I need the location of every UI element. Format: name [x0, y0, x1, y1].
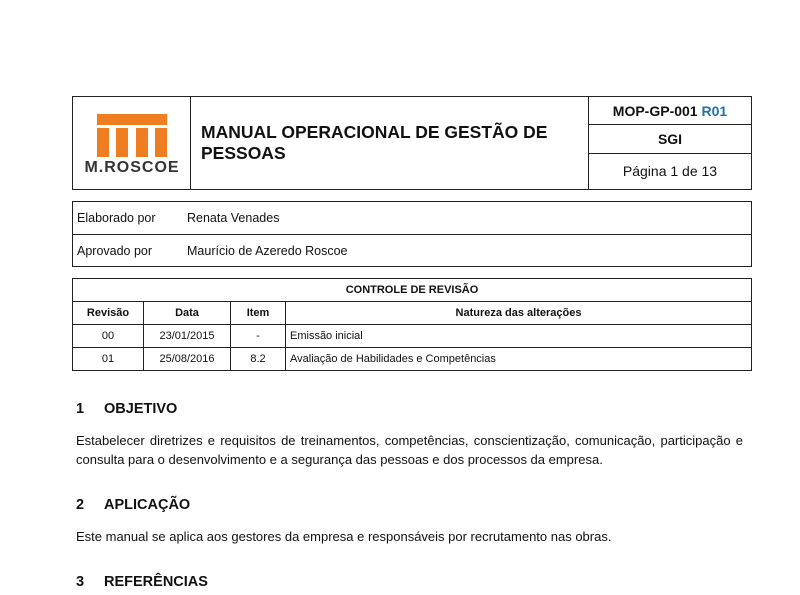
prepared-by-label: Elaborado por	[77, 211, 156, 225]
table-cell: 8.2	[231, 348, 286, 371]
table-cell: 00	[73, 325, 144, 348]
page-row	[589, 154, 751, 189]
table-cell: -	[231, 325, 286, 348]
column-header: Revisão	[73, 302, 144, 325]
table-row	[73, 325, 752, 348]
table-cell: Emissão inicial	[286, 325, 752, 348]
section-text-aplicacao: Este manual se aplica aos gestores da empresa e responsáveis por recrutamento nas obras.	[76, 529, 612, 544]
section-title: APLICAÇÃO	[104, 497, 191, 513]
approved-by-value: Maurício de Azeredo Roscoe	[187, 244, 348, 258]
table-cell: Avaliação de Habilidades e Competências	[286, 348, 752, 371]
section-title: REFERÊNCIAS	[104, 574, 208, 590]
logo-text: M.ROSCOE	[84, 159, 180, 176]
code-cell	[589, 97, 751, 189]
section-text-objetivo: Estabelecer diretrizes e requisitos de treinamentos, competências, conscientização, comunicação, participação e consulta para o desenvolvimento e a segurança das pessoas e dos processos da empresa.	[76, 433, 743, 467]
document-header	[72, 96, 752, 190]
section-number: 3	[76, 574, 85, 590]
table-title-row	[73, 279, 752, 302]
approved-by-row	[73, 234, 751, 267]
column-header: Item	[231, 302, 286, 325]
doc-code-row	[589, 97, 751, 125]
section-number: 1	[76, 401, 85, 417]
section-heading-referencias	[76, 574, 208, 590]
table-cell: 23/01/2015	[144, 325, 231, 348]
table-title: CONTROLE DE REVISÃO	[73, 279, 752, 302]
column-header: Natureza das alterações	[286, 302, 752, 325]
system-label: SGI	[657, 130, 683, 147]
m-roscoe-logo-icon	[97, 114, 167, 157]
section-heading-objetivo	[76, 401, 177, 417]
title-cell	[191, 97, 589, 189]
section-title: OBJETIVO	[104, 401, 178, 417]
doc-code: MOP-GP-001	[612, 102, 698, 119]
column-header: Data	[144, 302, 231, 325]
page-number: Página 1 de 13	[622, 163, 718, 180]
section-number: 2	[76, 497, 85, 513]
system-row	[589, 125, 751, 153]
approvals-box	[72, 201, 752, 267]
table-row	[73, 348, 752, 371]
table-header-row	[73, 302, 752, 325]
doc-revision: R01	[701, 102, 728, 119]
section-heading-aplicacao	[76, 497, 190, 513]
prepared-by-value: Renata Venades	[187, 211, 280, 225]
table-cell: 01	[73, 348, 144, 371]
approved-by-label: Aprovado por	[77, 244, 153, 258]
revision-control-table	[72, 278, 752, 371]
document-title: MANUAL OPERACIONAL DE GESTÃO DE PESSOAS	[201, 122, 548, 163]
table-cell: 25/08/2016	[144, 348, 231, 371]
logo-cell	[73, 97, 191, 189]
prepared-by-row	[73, 202, 751, 234]
